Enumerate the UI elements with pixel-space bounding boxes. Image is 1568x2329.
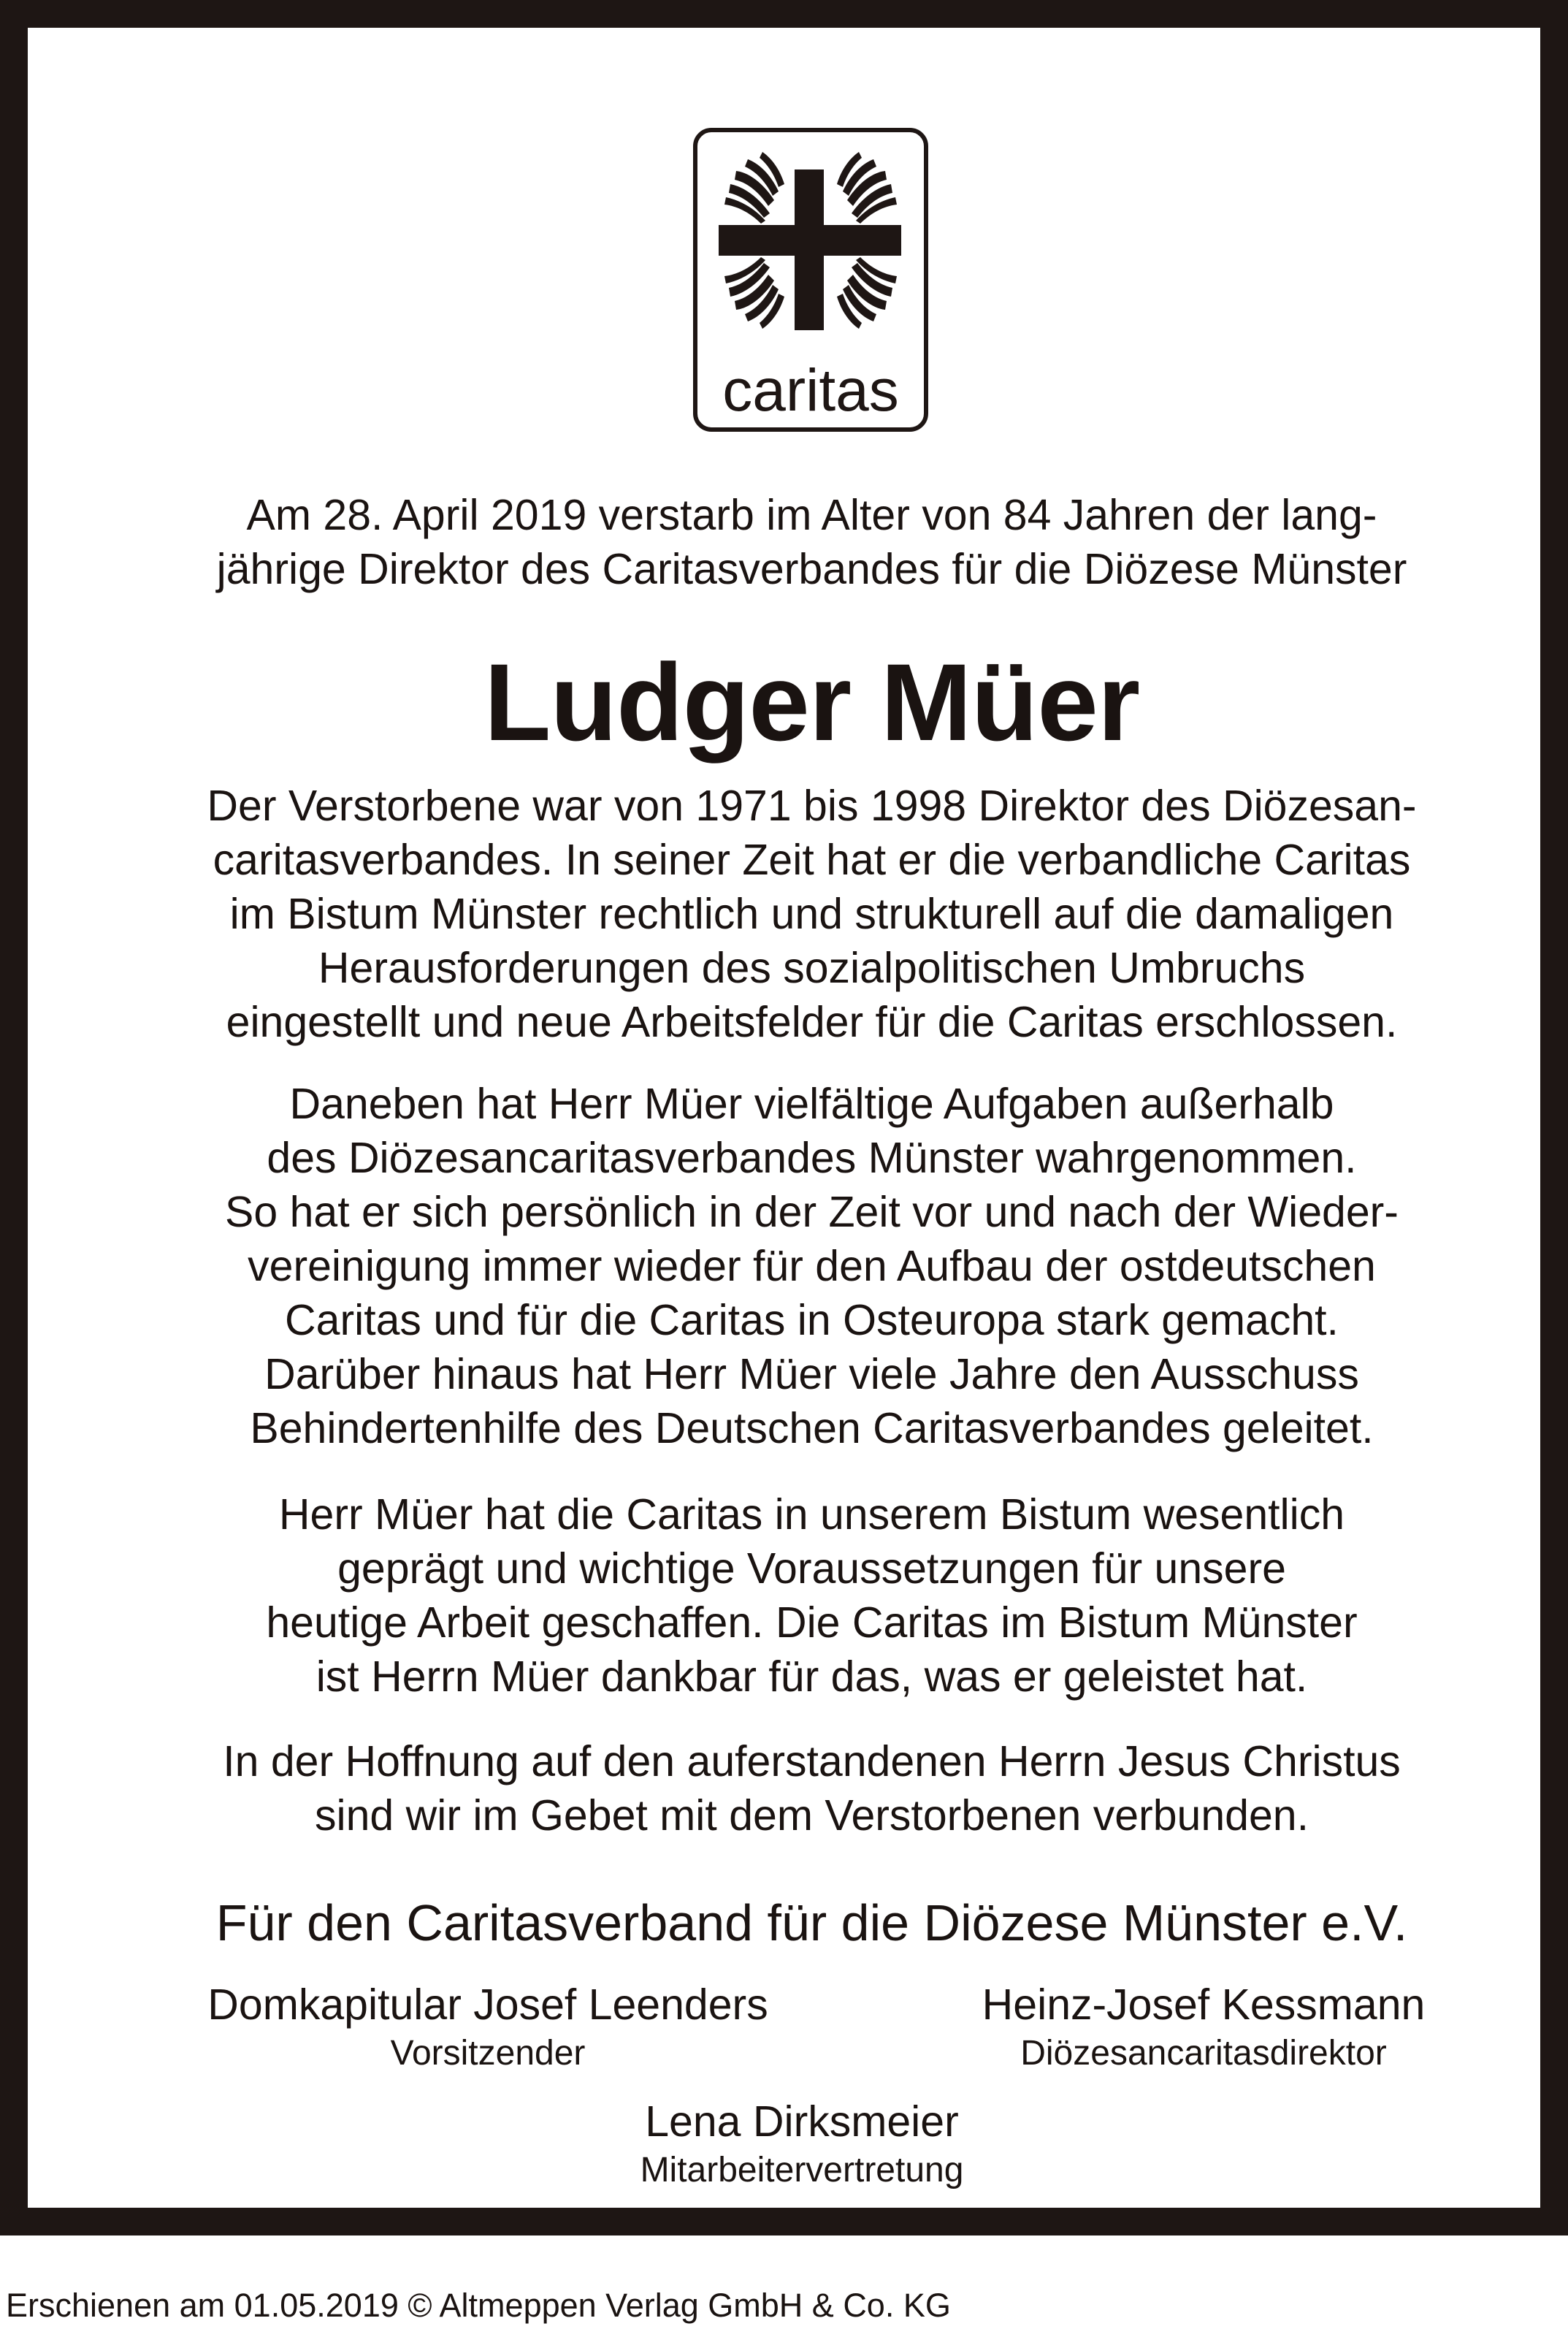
paragraph-line: caritasverbandes. In seiner Zeit hat er die verbandliche Caritas — [213, 836, 1411, 884]
paragraph-line: Caritas und für die Caritas in Osteuropa stark gemacht. — [285, 1296, 1339, 1344]
paragraph-line: In der Hoffnung auf den auferstandenen Herrn Jesus Christus — [223, 1737, 1401, 1785]
signatory — [853, 1978, 1554, 2076]
organization-line: Für den Caritasverband für die Diözese Münster e.V. — [215, 1894, 1408, 1951]
signatory-name: Domkapitular Josef Leenders — [207, 1981, 768, 2029]
paragraph-line: So hat er sich persönlich in der Zeit vor und nach der Wieder- — [225, 1188, 1399, 1236]
tribute-paragraph — [86, 1487, 1537, 1704]
intro-line: Am 28. April 2019 verstarb im Alter von 84 Jahren der lang- — [246, 491, 1377, 539]
paragraph-line: Der Verstorbene war von 1971 bis 1998 Direktor des Diözesan- — [207, 782, 1417, 830]
paragraph-line: des Diözesancaritasverbandes Münster wahrgenommen. — [267, 1134, 1357, 1182]
tribute-paragraph — [86, 779, 1537, 1049]
paragraph-line: vereinigung immer wieder für den Aufbau der ostdeutschen — [248, 1242, 1376, 1290]
signatory-role: Diözesancaritasdirektor — [1020, 2034, 1387, 2073]
paragraph-line: geprägt und wichtige Voraussetzungen für unsere — [337, 1544, 1286, 1593]
paragraph-line: eingestellt und neue Arbeitsfelder für die Caritas erschlossen. — [226, 998, 1398, 1046]
paragraph-line: Herausforderungen des sozialpolitischen Umbruchs — [318, 944, 1306, 992]
signatory-role: Vorsitzender — [390, 2034, 586, 2073]
deceased-name: Ludger Müer — [483, 641, 1140, 763]
intro-line: jährige Direktor des Caritasverbandes für die Diözese Münster — [216, 545, 1407, 593]
publication-footer: Erschienen am 01.05.2019 © Altmeppen Verlag GmbH & Co. KG — [6, 2287, 951, 2324]
signatory-name: Heinz-Josef Kessmann — [982, 1981, 1426, 2029]
caritas-logo — [692, 127, 929, 432]
signatory-name: Lena Dirksmeier — [645, 2097, 959, 2146]
paragraph-line: Herr Müer hat die Caritas in unserem Bistum wesentlich — [278, 1490, 1345, 1539]
caritas-wordmark: caritas — [722, 357, 899, 424]
caritas-flame-cross-icon — [719, 152, 901, 330]
paragraph-line: im Bistum Münster rechtlich und strukturell auf die damaligen — [229, 890, 1394, 938]
intro-text — [86, 488, 1537, 596]
tribute-paragraph — [86, 1077, 1537, 1455]
paragraph-line: heutige Arbeit geschaffen. Die Caritas im Bistum Münster — [266, 1598, 1358, 1647]
paragraph-line: Behindertenhilfe des Deutschen Caritasverbandes geleitet. — [250, 1404, 1374, 1452]
signatory-role: Mitarbeitervertretung — [640, 2151, 964, 2189]
paragraph-line: Darüber hinaus hat Herr Müer viele Jahre den Ausschuss — [264, 1350, 1359, 1398]
paragraph-line: Daneben hat Herr Müer vielfältige Aufgaben außerhalb — [289, 1080, 1334, 1128]
signatory — [451, 2095, 1152, 2193]
signatory — [137, 1978, 838, 2076]
paragraph-line: ist Herrn Müer dankbar für das, was er geleistet hat. — [315, 1653, 1308, 1701]
paragraph-line: sind wir im Gebet mit dem Verstorbenen verbunden. — [315, 1791, 1309, 1840]
tribute-paragraph — [86, 1734, 1537, 1842]
